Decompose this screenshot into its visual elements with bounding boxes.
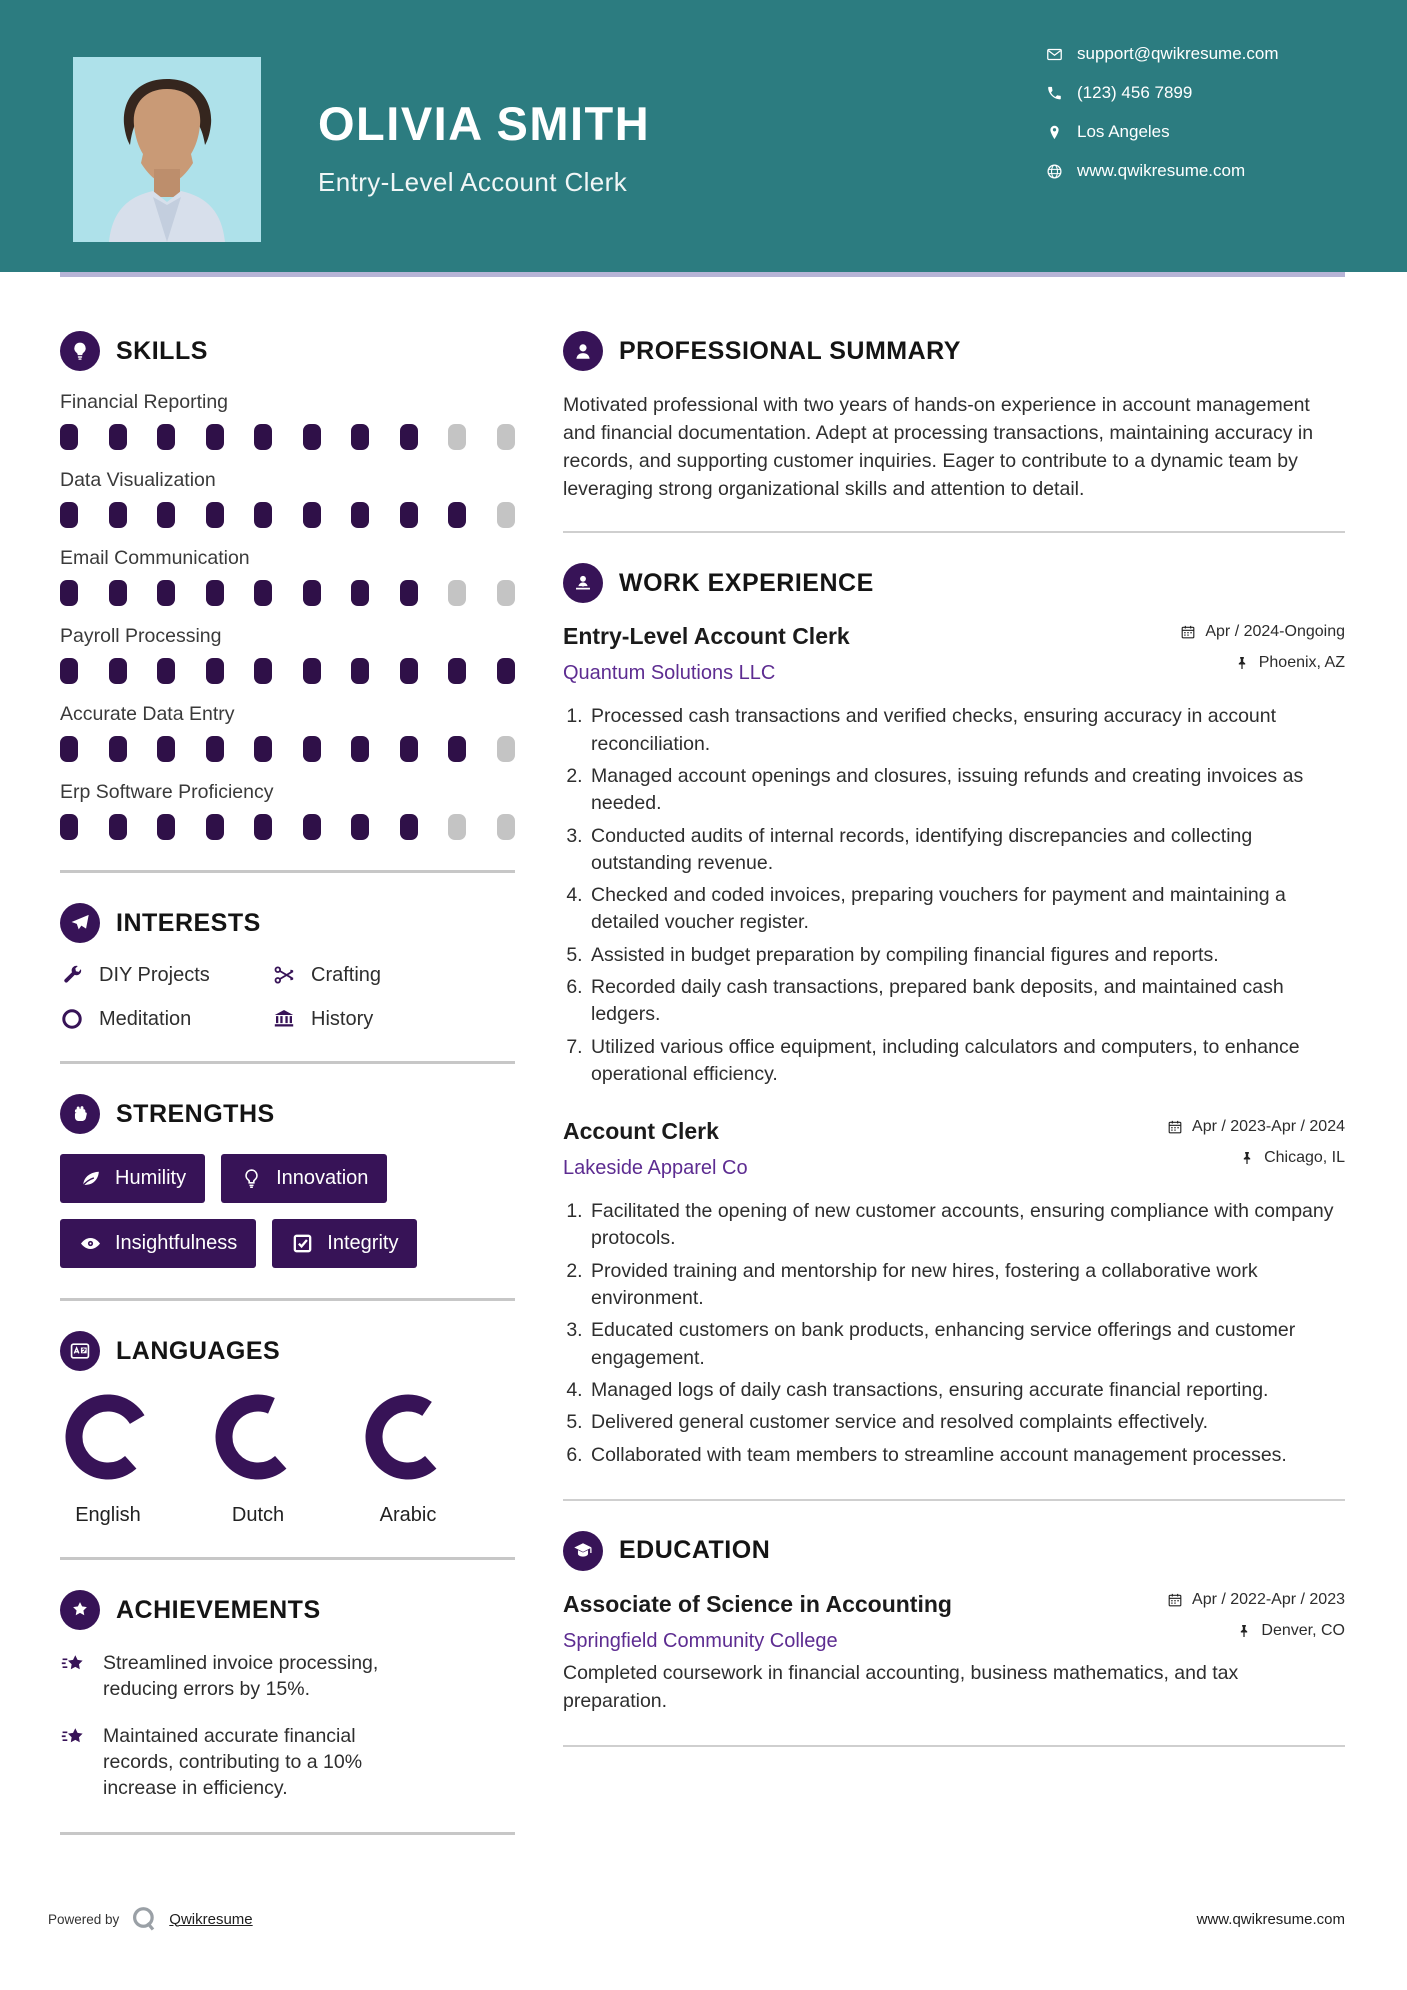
languages-list — [60, 1391, 515, 1527]
education-header — [563, 1531, 1345, 1571]
skill-rating — [60, 502, 515, 528]
main-column — [563, 331, 1345, 1865]
qwikresume-link[interactable]: Qwikresume — [169, 1910, 253, 1928]
achievement-item — [60, 1723, 515, 1802]
strength-label: Insightfulness — [115, 1232, 238, 1254]
strength-label: Integrity — [327, 1232, 399, 1254]
skill-dot — [400, 814, 418, 840]
contact-list — [1046, 44, 1279, 200]
language-level-donut — [362, 1391, 454, 1483]
pushpin-icon — [1236, 1623, 1252, 1639]
skill-dot — [157, 502, 175, 528]
job-bullet: 1. Facilitated the opening of new customer accounts, ensuring compliance with company protocols. — [588, 1198, 1345, 1253]
interest-label: DIY Projects — [99, 963, 210, 986]
skill-dot — [60, 814, 78, 840]
skill-dot — [400, 580, 418, 606]
pushpin-icon — [1234, 655, 1250, 671]
achievements-header — [60, 1590, 515, 1630]
skill-dot — [497, 814, 515, 840]
skill-dot — [109, 814, 127, 840]
skill-dot — [109, 736, 127, 762]
skill-dot — [497, 736, 515, 762]
pushpin-icon — [1239, 1150, 1255, 1166]
language-label: English — [75, 1504, 141, 1526]
skill-dot — [351, 580, 369, 606]
skill-dot — [351, 424, 369, 450]
skill-dot — [206, 736, 224, 762]
summary-text: Motivated professional with two years of hands-on experience in account management and financial documentation. Adept at processing transactions, maintaining accuracy in records, and supporting customer inquiries. Eager to contribute to a dynamic team by leveraging strong organizational skills and attention to detail. — [563, 394, 1314, 501]
strength-chip — [272, 1219, 417, 1268]
skill-dot — [448, 814, 466, 840]
skill-dot — [303, 502, 321, 528]
skill-dot — [497, 580, 515, 606]
skill-item — [60, 469, 515, 528]
bulb-outline-icon — [240, 1167, 263, 1190]
skill-label: Payroll Processing — [60, 625, 222, 647]
powered-by — [48, 1904, 253, 1934]
achievements-list — [60, 1650, 515, 1802]
scissors-icon — [272, 963, 296, 987]
sidebar-divider — [60, 1557, 515, 1560]
contact-text: Los Angeles — [1077, 122, 1170, 141]
skill-dot — [109, 502, 127, 528]
job-bullet: 7. Utilized various office equipment, including calculators and computers, to enhance operational efficiency. — [588, 1034, 1345, 1089]
skill-item — [60, 625, 515, 684]
job-bullets — [563, 703, 1345, 1088]
achievements-title: ACHIEVEMENTS — [116, 1595, 321, 1624]
skill-dot — [254, 424, 272, 450]
job-bullet: 3. Conducted audits of internal records, identifying discrepancies and collecting outstanding revenue. — [588, 823, 1345, 878]
strength-chip — [60, 1154, 205, 1203]
skill-dot — [206, 814, 224, 840]
education-title: EDUCATION — [619, 1536, 771, 1565]
skill-dot — [206, 502, 224, 528]
lightbulb-icon — [60, 331, 100, 371]
wrench-icon — [60, 963, 84, 987]
strength-chip — [221, 1154, 387, 1203]
job-dates: Apr / 2023-Apr / 2024 — [1192, 1118, 1345, 1136]
job-location: Chicago, IL — [1264, 1149, 1345, 1167]
skills-title: SKILLS — [116, 336, 208, 365]
skill-rating — [60, 580, 515, 606]
skill-dot — [157, 580, 175, 606]
skill-dot — [157, 424, 175, 450]
skill-label: Data Visualization — [60, 469, 216, 491]
candidate-title: Entry-Level Account Clerk — [318, 167, 628, 197]
content-columns — [0, 277, 1407, 1865]
main-divider — [563, 1745, 1345, 1747]
skill-dot — [254, 502, 272, 528]
strengths-list — [60, 1154, 515, 1268]
language-level-donut — [62, 1391, 154, 1483]
job-bullet: 2. Managed account openings and closures, issuing refunds and creating invoices as needed. — [588, 763, 1345, 818]
school-name: Springfield Community College — [563, 1629, 838, 1652]
achievement-text: Maintained accurate financial records, contributing to a 10% increase in efficiency. — [103, 1724, 363, 1800]
globe-icon — [1046, 163, 1063, 180]
work-section — [563, 563, 1345, 1469]
skill-dot — [497, 502, 515, 528]
summary-section — [563, 331, 1345, 503]
strength-row — [60, 1154, 515, 1203]
contact-text: (123) 456 7899 — [1077, 83, 1193, 102]
interest-item — [272, 1007, 515, 1031]
skill-dot — [448, 580, 466, 606]
skill-item — [60, 781, 515, 840]
skill-dot — [303, 424, 321, 450]
job-role: Entry-Level Account Clerk — [563, 623, 850, 650]
sidebar — [60, 331, 515, 1865]
job-bullet: 4. Managed logs of daily cash transactions, ensuring accurate financial reporting. — [588, 1377, 1345, 1404]
star-shooting-icon — [60, 1724, 87, 1751]
job-bullet: 6. Recorded daily cash transactions, prepared bank deposits, and maintained cash ledgers. — [588, 974, 1345, 1029]
skill-dot — [254, 580, 272, 606]
jobs-list — [563, 623, 1345, 1469]
contact-item — [1046, 122, 1279, 142]
interests-section — [60, 903, 515, 1031]
location-icon — [1046, 124, 1063, 141]
strength-label: Innovation — [276, 1167, 369, 1189]
star-icon — [60, 1590, 100, 1630]
skill-dot — [400, 424, 418, 450]
skill-dot — [303, 580, 321, 606]
skill-dot — [206, 658, 224, 684]
checkbox-icon — [291, 1232, 314, 1255]
job-dates: Apr / 2024-Ongoing — [1205, 623, 1345, 641]
interest-label: Meditation — [99, 1007, 192, 1030]
achievement-item — [60, 1650, 515, 1703]
translate-icon — [60, 1331, 100, 1371]
skill-dot — [448, 736, 466, 762]
skill-rating — [60, 424, 515, 450]
contact-item — [1046, 83, 1279, 103]
skill-dot — [351, 658, 369, 684]
skill-dot — [157, 814, 175, 840]
job-bullet: 2. Provided training and mentorship for new hires, fostering a collaborative work environment. — [588, 1258, 1345, 1313]
skill-dot — [254, 814, 272, 840]
skill-dot — [351, 502, 369, 528]
strength-label: Humility — [115, 1167, 187, 1189]
header — [0, 0, 1407, 272]
footer — [48, 1904, 1345, 1934]
calendar-icon — [1167, 1592, 1183, 1608]
skill-dot — [60, 736, 78, 762]
sidebar-divider — [60, 870, 515, 873]
contact-text: www.qwikresume.com — [1077, 161, 1246, 180]
interests-header — [60, 903, 515, 943]
skill-dot — [157, 736, 175, 762]
skill-dot — [448, 658, 466, 684]
interest-item — [60, 963, 272, 987]
language-item — [60, 1391, 156, 1527]
contact-item[interactable] — [1046, 44, 1279, 64]
skill-rating — [60, 814, 515, 840]
graduation-icon — [563, 1531, 603, 1571]
language-label: Arabic — [379, 1504, 437, 1526]
interest-label: History — [311, 1007, 374, 1030]
job-company: Lakeside Apparel Co — [563, 1157, 748, 1180]
eye-icon — [79, 1232, 102, 1255]
language-item — [360, 1391, 456, 1527]
email-icon — [1046, 46, 1063, 63]
strength-chip — [60, 1219, 256, 1268]
ring-icon — [60, 1007, 84, 1031]
skill-dot — [400, 736, 418, 762]
summary-title: PROFESSIONAL SUMMARY — [619, 336, 961, 365]
skill-dot — [351, 736, 369, 762]
interest-label: Crafting — [311, 963, 382, 986]
skill-dot — [497, 658, 515, 684]
sidebar-divider — [60, 1298, 515, 1301]
job-entry — [563, 1118, 1345, 1469]
skill-dot — [206, 424, 224, 450]
skills-section — [60, 331, 515, 840]
powered-by-label: Powered by — [48, 1911, 120, 1927]
main-divider — [563, 1499, 1345, 1501]
languages-title: LANGUAGES — [116, 1336, 281, 1365]
contact-text: support@qwikresume.com — [1077, 44, 1279, 63]
main-divider — [563, 531, 1345, 533]
skill-label: Accurate Data Entry — [60, 703, 235, 725]
skill-label: Financial Reporting — [60, 391, 229, 413]
star-shooting-icon — [60, 1651, 87, 1678]
person-icon — [563, 331, 603, 371]
skills-list — [60, 391, 515, 840]
skill-dot — [497, 424, 515, 450]
skill-dot — [109, 580, 127, 606]
strengths-title: STRENGTHS — [116, 1099, 275, 1128]
work-title: WORK EXPERIENCE — [619, 568, 874, 597]
skill-dot — [303, 658, 321, 684]
skill-dot — [448, 502, 466, 528]
skill-dot — [109, 658, 127, 684]
skill-dot — [254, 658, 272, 684]
skill-rating — [60, 658, 515, 684]
work-header — [563, 563, 1345, 603]
job-entry — [563, 623, 1345, 1088]
skill-item — [60, 391, 515, 450]
skill-rating — [60, 736, 515, 762]
sidebar-divider — [60, 1061, 515, 1064]
calendar-icon — [1167, 1119, 1183, 1135]
language-label: Dutch — [231, 1504, 285, 1526]
achievement-text: Streamlined invoice processing, reducing errors by 15%. — [103, 1652, 379, 1701]
education-meta — [1167, 1591, 1345, 1653]
work-desk-icon — [563, 563, 603, 603]
interest-item — [272, 963, 515, 987]
skills-header — [60, 331, 515, 371]
contact-item[interactable] — [1046, 161, 1279, 181]
profile-photo — [73, 57, 261, 242]
strengths-section — [60, 1094, 515, 1268]
job-meta — [1167, 1118, 1345, 1180]
languages-section — [60, 1331, 515, 1527]
language-item — [210, 1391, 306, 1527]
skill-dot — [206, 580, 224, 606]
museum-icon — [272, 1007, 296, 1031]
education-section — [563, 1531, 1345, 1715]
skill-dot — [400, 658, 418, 684]
interest-item — [60, 1007, 272, 1031]
interests-title: INTERESTS — [116, 908, 261, 937]
calendar-icon — [1180, 624, 1196, 640]
skill-item — [60, 547, 515, 606]
skill-label: Erp Software Proficiency — [60, 781, 274, 803]
skill-dot — [303, 814, 321, 840]
job-role: Account Clerk — [563, 1118, 719, 1145]
job-bullet: 6. Collaborated with team members to streamline account management processes. — [588, 1442, 1345, 1469]
skill-dot — [60, 580, 78, 606]
paper-plane-icon — [60, 903, 100, 943]
skill-label: Email Communication — [60, 547, 250, 569]
phone-icon — [1046, 85, 1063, 102]
interests-list — [60, 963, 515, 1031]
skill-dot — [60, 658, 78, 684]
skill-dot — [448, 424, 466, 450]
skill-dot — [303, 736, 321, 762]
job-company: Quantum Solutions LLC — [563, 662, 776, 685]
skill-dot — [60, 502, 78, 528]
job-location: Phoenix, AZ — [1258, 654, 1345, 672]
footer-site-link[interactable]: www.qwikresume.com — [1196, 1910, 1345, 1928]
job-bullets — [563, 1198, 1345, 1469]
languages-header — [60, 1331, 515, 1371]
summary-header — [563, 331, 1345, 371]
strengths-header — [60, 1094, 515, 1134]
job-bullet: 1. Processed cash transactions and verified checks, ensuring accuracy in account reconciliation. — [588, 703, 1345, 758]
job-meta — [1180, 623, 1345, 685]
skill-dot — [254, 736, 272, 762]
degree-name: Associate of Science in Accounting — [563, 1590, 952, 1617]
skill-dot — [157, 658, 175, 684]
skill-dot — [351, 814, 369, 840]
job-bullet: 5. Assisted in budget preparation by compiling financial figures and reports. — [588, 942, 1345, 969]
job-bullet: 3. Educated customers on bank products, enhancing service offerings and customer engagement. — [588, 1317, 1345, 1372]
education-dates: Apr / 2022-Apr / 2023 — [1192, 1590, 1345, 1608]
leaf-icon — [79, 1167, 102, 1190]
education-entry — [563, 1591, 1345, 1715]
skill-item — [60, 703, 515, 762]
candidate-name: OLIVIA SMITH — [318, 97, 651, 150]
education-location: Denver, CO — [1261, 1621, 1345, 1639]
qwikresume-q-logo — [129, 1904, 159, 1934]
fist-icon — [60, 1094, 100, 1134]
sidebar-divider — [60, 1832, 515, 1835]
skill-dot — [109, 424, 127, 450]
portrait-illustration — [73, 57, 261, 242]
achievements-section — [60, 1590, 515, 1802]
job-bullet: 5. Delivered general customer service and resolved complaints effectively. — [588, 1409, 1345, 1436]
job-bullet: 4. Checked and coded invoices, preparing vouchers for payment and maintaining a detailed voucher register. — [588, 882, 1345, 937]
skill-dot — [60, 424, 78, 450]
skill-dot — [400, 502, 418, 528]
strength-row — [60, 1219, 515, 1268]
education-description: Completed coursework in financial accounting, business mathematics, and tax preparation. — [563, 1661, 1239, 1712]
language-level-donut — [212, 1391, 304, 1483]
name-block — [318, 96, 650, 198]
